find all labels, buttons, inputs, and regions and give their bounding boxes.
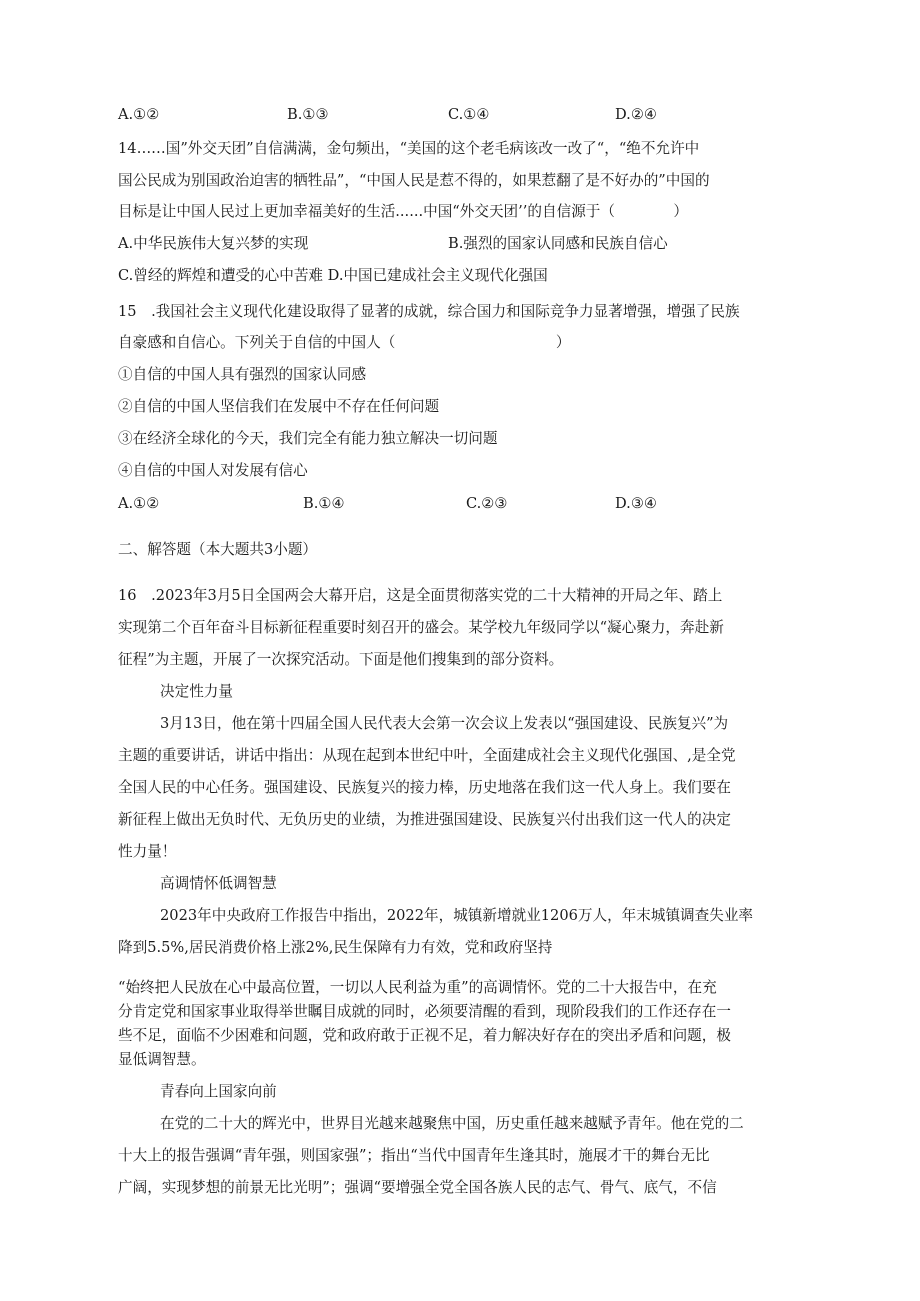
- q16-p1-line-4: 新征程上做出无负时代、无负历史的业绩，为推进强国建设、民族复兴付出我们这一代人的决定: [118, 811, 731, 828]
- q16-intro-line-3: 征程”为主题，开展了一次探究活动。下面是他们搜集到的部分资料。: [118, 651, 564, 668]
- q15-stem-line-1: 15 .我国社会主义现代化建设取得了显著的成就，综合国力和国际竞争力显著增强，增强了民族: [118, 303, 740, 320]
- q16-p2-line-1: 2023年中央政府工作报告中指出，2022年，城镇新增就业1206万人，年末城镇调查失业率: [160, 907, 754, 924]
- q16-intro-line-1: 16 .2023年3月5日全国两会大幕开启，这是全面贯彻落实党的二十大精神的开局之年、踏上: [118, 587, 723, 604]
- q15-statement-4: ④自信的中国人对发展有信心: [118, 462, 308, 479]
- q16-intro-line-2: 实现第二个百年奋斗目标新征程重要时刻召开的盛会。某学校九年级同学以“凝心聚力，奔赴新: [118, 619, 724, 636]
- q16-p1-line-3: 全国人民的中心任务。强国建设、民族复兴的接力棒，历史地落在我们这一代人身上。我们要在: [118, 779, 731, 796]
- q13-option-c: C.①④: [448, 106, 490, 123]
- q13-option-b: B.①③: [287, 106, 329, 123]
- section-2-title: 二、解答题（本大题共3小题）: [118, 541, 318, 558]
- q15-option-c: C.②③: [466, 495, 508, 512]
- q14-option-cd: C.曾经的辉煌和遭受的心中苦难 D.中国已建成社会主义现代化强国: [118, 267, 548, 284]
- q13-option-a: A.①②: [118, 106, 160, 123]
- q15-option-d: D.③④: [615, 495, 657, 512]
- q16-subheading-3: 青春向上国家向前: [160, 1083, 277, 1100]
- q13-option-d: D.②④: [615, 106, 657, 123]
- q16-p4-line-3: 广阔，实现梦想的前景无比光明”；强调“要增强全党全国各族人民的志气、骨气、底气，不信: [118, 1179, 717, 1196]
- q16-p1-line-5: 性力量！: [118, 843, 177, 860]
- q16-subheading-2: 高调情怀低调智慧: [160, 875, 277, 892]
- q15-option-a: A.①②: [118, 495, 160, 512]
- q16-p3-line-2: 分肯定党和国家事业取得举世瞩目成就的同时，必须要清醒的看到，现阶段我们的工作还存在一: [118, 1003, 731, 1020]
- q14-option-b: B.强烈的国家认同感和民族自信心: [448, 235, 668, 252]
- q15-statement-3: ③在经济全球化的今天，我们完全有能力独立解决一切问题: [118, 430, 498, 447]
- q16-p4-line-2: 十大上的报告强调“青年强，则国家强”；指出“当代中国青年生逢其时，施展才干的舞台无比: [118, 1147, 710, 1164]
- q15-option-b: B.①④: [303, 495, 345, 512]
- q16-p3-line-4: 显低调智慧。: [118, 1051, 206, 1068]
- q16-p3-line-1: “始终把人民放在心中最高位置，一切以人民利益为重”的高调情怀。党的二十大报告中，在充: [118, 979, 717, 996]
- q16-p1-line-2: 主题的重要讲话，讲话中指出：从现在起到本世纪中叶，全面建成社会主义现代化强国、,是全党: [118, 747, 736, 764]
- q16-p1-line-1: 3月13日，他在第十四届全国人民代表大会第一次会议上发表以“强国建设、民族复兴”为: [160, 715, 729, 732]
- q15-statement-2: ②自信的中国人坚信我们在发展中不存在任何问题: [118, 398, 440, 415]
- q16-p4-line-1: 在党的二十大的辉光中，世界目光越来越聚焦中国，历史重任越来越赋予青年。他在党的二: [160, 1115, 744, 1132]
- q16-p2-line-2: 降到5.5%,居民消费价格上涨2%,民生保障有力有效，党和政府坚持: [118, 939, 553, 956]
- q14-stem-line-1: 14……国”外交天团”自信满满，金句频出，“美国的这个老毛病该改一改了“，“绝不允许中: [118, 140, 700, 157]
- q15-stem-line-2: 自豪感和自信心。下列关于自信的中国人（ ）: [118, 334, 571, 351]
- q16-subheading-1: 决定性力量: [160, 683, 233, 700]
- q14-option-a: A.中华民族伟大复兴梦的实现: [118, 235, 309, 252]
- q15-statement-1: ①自信的中国人具有强烈的国家认同感: [118, 366, 367, 383]
- q16-p3-line-3: 些不足，面临不少困难和问题，党和政府敢于正视不足，着力解决好存在的突出矛盾和问题，极: [118, 1027, 731, 1044]
- q14-stem-line-3: 目标是让中国人民过上更加幸福美好的生活......中国“外交天团’’的自信源于（ ）: [118, 203, 688, 220]
- q14-stem-line-2: 国公民成为别国政治迫害的牺牲品”，“中国人民是惹不得的，如果惹翻了是不好办的”中国的: [118, 172, 710, 189]
